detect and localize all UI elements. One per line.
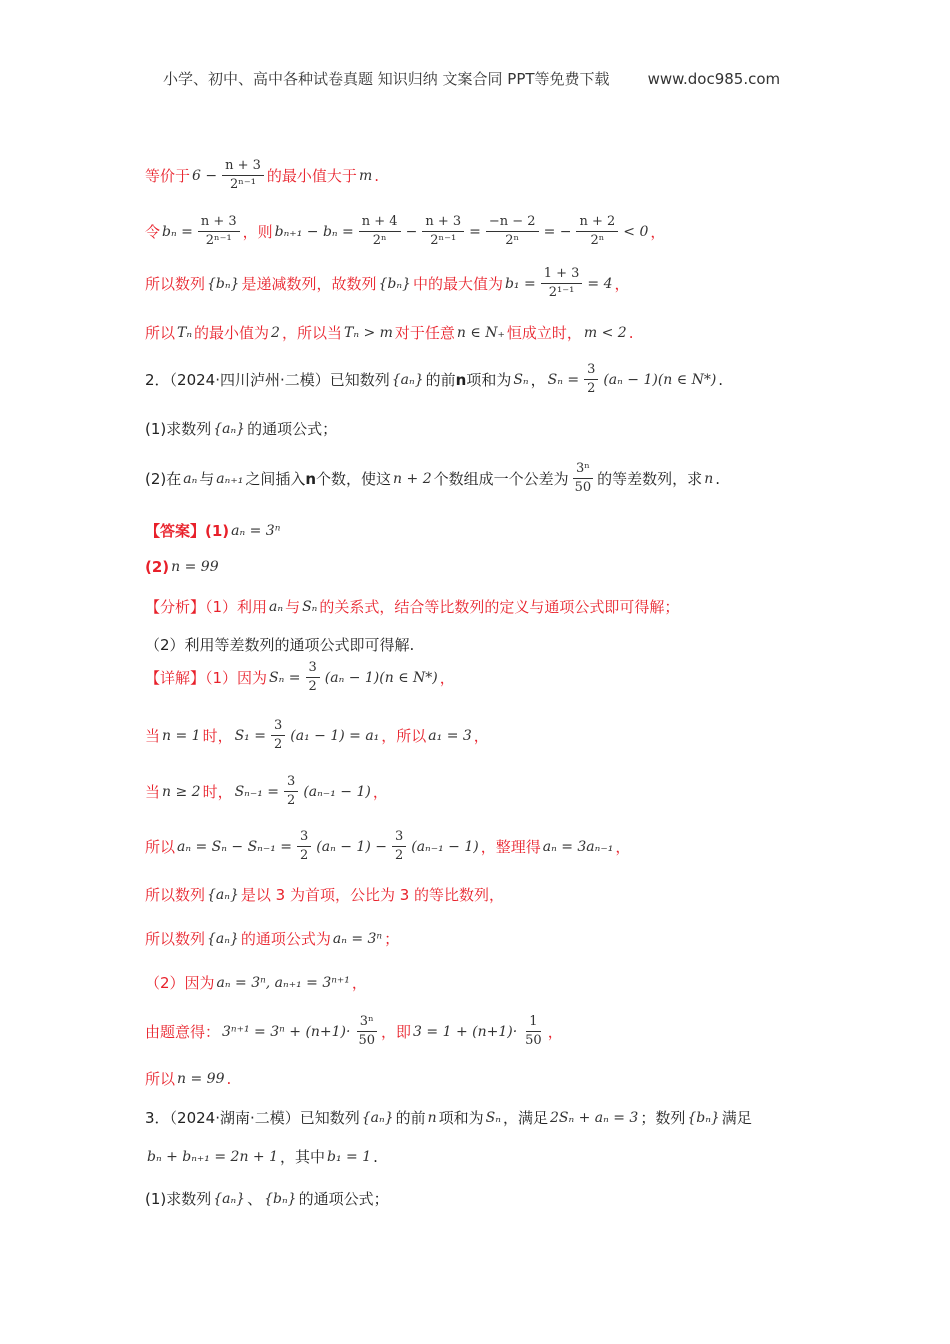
text: 当 [145,727,161,745]
math: {aₙ} [213,420,246,437]
fraction [355,1014,378,1049]
text: 的最小值为 [194,324,270,342]
math: bₙ₊₁ − bₙ = [274,223,354,240]
math: 3 = 1 + (n+1)· [413,1023,518,1040]
math: {bₙ} [264,1190,297,1207]
text: 是递减数列，故数列 [241,275,377,293]
question-2 [145,362,723,397]
text: ， [614,275,630,293]
numerator: 3 [584,362,598,380]
text: 之间插入 [245,470,306,488]
text: 的等差数列，求 [597,470,703,488]
text: 所以数列 [145,886,206,904]
text: n [305,469,317,488]
text: 时， [202,783,233,801]
header-site[interactable]: www.doc985.com [647,70,781,88]
denominator: 2 [308,679,317,694]
text: 【详解】（1）因为 [145,669,268,687]
detail-line-5 [145,884,504,905]
text: . [718,370,724,389]
text: （2）因为 [145,974,215,992]
math: Sₙ = [269,669,301,686]
text: 的关系式，结合等比数列的定义与通项公式即可得解； [319,598,680,616]
text: 是以 3 为首项，公比为 3 的等比数列， [240,886,505,904]
text: 所以数列 [145,930,206,948]
text: ，整理得 [480,838,541,856]
text: (2) [145,558,170,576]
math: 3ⁿ⁺¹ = 3ⁿ + (n+1)· [222,1023,351,1040]
math: b₁ = 1 [327,1148,372,1165]
answer-label: 【答案】(1) [145,522,230,540]
denominator: 2 [287,793,296,808]
numerator: −n − 2 [486,214,539,232]
math: aₙ [269,598,284,615]
numerator: 3 [271,718,285,736]
fraction [359,214,401,249]
detail-line-4 [145,829,630,864]
text: 3．（2024·湖南·二模）已知数列 [145,1109,360,1127]
fraction [522,1014,545,1049]
fraction [422,214,464,249]
math: aₙ = 3aₙ₋₁ [542,838,614,855]
question-2-part-2 [145,461,720,496]
text: 当 [145,783,161,801]
text: 时， [202,727,233,745]
question-3-part-1 [145,1188,389,1209]
fraction [271,718,285,753]
math: 2 [271,324,280,341]
text: 所以 [145,324,176,342]
fraction [572,461,595,496]
text: 的通项公式为 [240,930,331,948]
math: n [704,470,714,487]
text: . [226,1069,232,1088]
solution-line-1 [145,158,379,193]
math: = 4 [587,275,613,292]
math: bₙ = [162,223,193,240]
text: ， [530,371,546,389]
text: 【分析】（1）利用 [145,598,268,616]
denominator: 2 [587,381,596,396]
text: (2)在 [145,470,182,488]
text: 个数，使这 [316,470,392,488]
detail-line-1 [145,660,455,695]
math: Sₙ [485,1109,501,1126]
numerator: 3 [392,829,406,847]
math: {bₙ} [378,275,411,292]
solution-line-2 [145,214,665,249]
detail-line-2 [145,718,489,753]
denominator: 50 [574,480,592,495]
text: ，即 [381,1023,412,1041]
header-text: 小学、初中、高中各种试卷真题 知识归纳 文案合同 PPT等免费下载 [163,70,610,88]
math: Sₙ₋₁ = [234,783,280,800]
text: (1)求数列 [145,420,212,438]
numerator: n + 3 [422,214,464,232]
denominator: 2 [394,848,404,863]
text: 的前 [425,371,456,389]
numerator: n + 3 [198,214,240,232]
math: (aₙ − 1)(n ∈ N*) [603,371,717,388]
math: 6 − [192,167,218,184]
numerator: n + 2 [576,214,618,232]
math: n = 99 [171,559,219,575]
math: n ≥ 2 [162,783,201,800]
text: 的通项公式； [247,420,338,438]
text: 令 [145,223,161,241]
text: 满足 [721,1109,752,1127]
math: n + 2 [393,470,432,487]
fraction [576,214,618,249]
text: 2．（2024·四川泸州·二模）已知数列 [145,371,390,389]
denominator: 2ⁿ⁻¹ [205,233,232,248]
text: （2）利用等差数列的通项公式即可得解. [145,636,415,654]
text: 等价于 [145,167,191,185]
text: 对于任意 [394,324,455,342]
math: bₙ + bₙ₊₁ = 2n + 1 [147,1148,278,1165]
math: aₙ = 3ⁿ, aₙ₊₁ = 3ⁿ⁺¹ [216,974,350,991]
text: ，则 [242,223,273,241]
math: < 0 [623,223,649,240]
text: . [628,323,634,342]
text: n [455,370,467,389]
math: n ∈ N₊ [456,324,505,341]
text: ，满足 [502,1109,548,1127]
math: Sₙ = [547,371,580,388]
denominator: 2¹⁻¹ [548,285,575,300]
denominator: 2 [300,848,309,863]
text: ； [384,930,400,948]
text: ；数列 [640,1109,686,1127]
detail-line-9 [145,1068,231,1089]
denominator: 2ⁿ [372,233,387,248]
math: b₁ = [504,275,536,292]
text: 、 [247,1190,263,1208]
numerator: 1 [526,1014,540,1032]
math: (a₁ − 1) = a₁ [290,727,380,744]
math: Tₙ [177,324,193,341]
text: ， [351,974,367,992]
math: S₁ = [234,727,266,744]
math: n [427,1109,437,1126]
text: 恒成立时， [506,324,582,342]
solution-line-4 [145,322,633,343]
math: aₙ = 3ⁿ [231,522,281,539]
text: (1)求数列 [145,1190,212,1208]
numerator: 1 + 3 [541,266,583,284]
text: . [374,166,379,185]
denominator: 2ⁿ [590,233,605,248]
math: a₁ = 3 [428,727,472,744]
denominator: 50 [358,1033,376,1048]
math: (aₙ₋₁ − 1) [303,783,371,800]
text: . [715,469,720,488]
detail-line-6 [145,928,399,949]
text: 个数组成一个公差为 [433,470,569,488]
math: m [358,167,373,184]
numerator: 3 [306,660,320,678]
answer-line-1 [145,520,282,541]
answer-line-2 [145,558,221,576]
math: aₙ = 3ⁿ [332,930,383,947]
fraction [392,829,406,864]
question-3 [145,1107,752,1128]
math: aₙ [183,470,198,487]
numerator: 3 [284,774,298,792]
math: (aₙ − 1) − [316,838,387,855]
text: 项和为 [466,371,512,389]
detail-line-8 [145,1014,563,1049]
math: m < 2 [583,324,627,341]
math: (aₙ₋₁ − 1) [411,838,479,855]
fraction [306,660,320,695]
math: − [405,223,418,240]
math: Sₙ [302,598,318,615]
math: aₙ₊₁ [216,470,244,487]
math: n = 99 [177,1070,225,1087]
text: ，其中 [280,1148,326,1166]
fraction [222,158,264,193]
detail-line-3 [145,774,388,809]
denominator: 2ⁿ [505,233,520,248]
denominator: 2 [273,737,283,752]
math: {bₙ} [687,1109,720,1126]
text: 所以 [145,1070,176,1088]
page-header [163,68,780,89]
math: = − [543,223,572,240]
math: 2Sₙ + aₙ = 3 [549,1109,639,1126]
text: ， [372,783,388,801]
text: 中的最大值为 [412,275,503,293]
text: 项和为 [438,1109,484,1127]
text: ， [473,727,489,745]
analysis-line-1 [145,596,679,617]
fraction [284,774,298,809]
fraction [486,214,539,249]
math: {bₙ} [207,275,240,292]
text: 所以数列 [145,275,206,293]
text: ， [615,838,631,856]
numerator: 3ⁿ [357,1014,377,1032]
text: ， [439,669,455,687]
numerator: n + 3 [222,158,264,176]
text: 所以 [145,838,176,856]
question-3-line-2 [145,1146,378,1167]
math: {aₙ} [361,1109,394,1126]
math: (aₙ − 1)(n ∈ N*) [324,669,438,686]
denominator: 2ⁿ⁻¹ [430,233,457,248]
solution-line-3 [145,266,630,301]
fraction [297,829,311,864]
text: ， [650,223,666,241]
text: 的通项公式； [298,1190,389,1208]
denominator: 2ⁿ⁻¹ [230,177,256,192]
analysis-line-2 [145,634,414,655]
numerator: 3ⁿ [573,461,593,479]
question-2-part-1 [145,418,337,439]
math: aₙ = Sₙ − Sₙ₋₁ = [177,838,293,855]
math: {aₙ} [207,930,239,947]
fraction [584,362,598,397]
text: ，所以当 [281,324,342,342]
text: 的前 [395,1109,426,1127]
math: {aₙ} [213,1190,246,1207]
detail-line-7 [145,972,367,993]
denominator: 50 [525,1033,542,1048]
text: 由题意得： [145,1023,221,1041]
fraction [198,214,240,249]
text: ，所以 [381,727,427,745]
numerator: 3 [297,829,311,847]
math: = [469,223,481,240]
text: . [373,1147,378,1166]
math: n = 1 [162,727,201,744]
text: 的最小值大于 [266,167,357,185]
numerator: n + 4 [359,214,401,232]
fraction [541,266,583,301]
text: 与 [199,470,215,488]
text: 与 [285,598,301,616]
math: {aₙ} [391,371,424,388]
math: Tₙ > m [343,324,393,341]
math: Sₙ [513,371,529,388]
math: {aₙ} [207,886,239,903]
text: ， [547,1023,563,1041]
